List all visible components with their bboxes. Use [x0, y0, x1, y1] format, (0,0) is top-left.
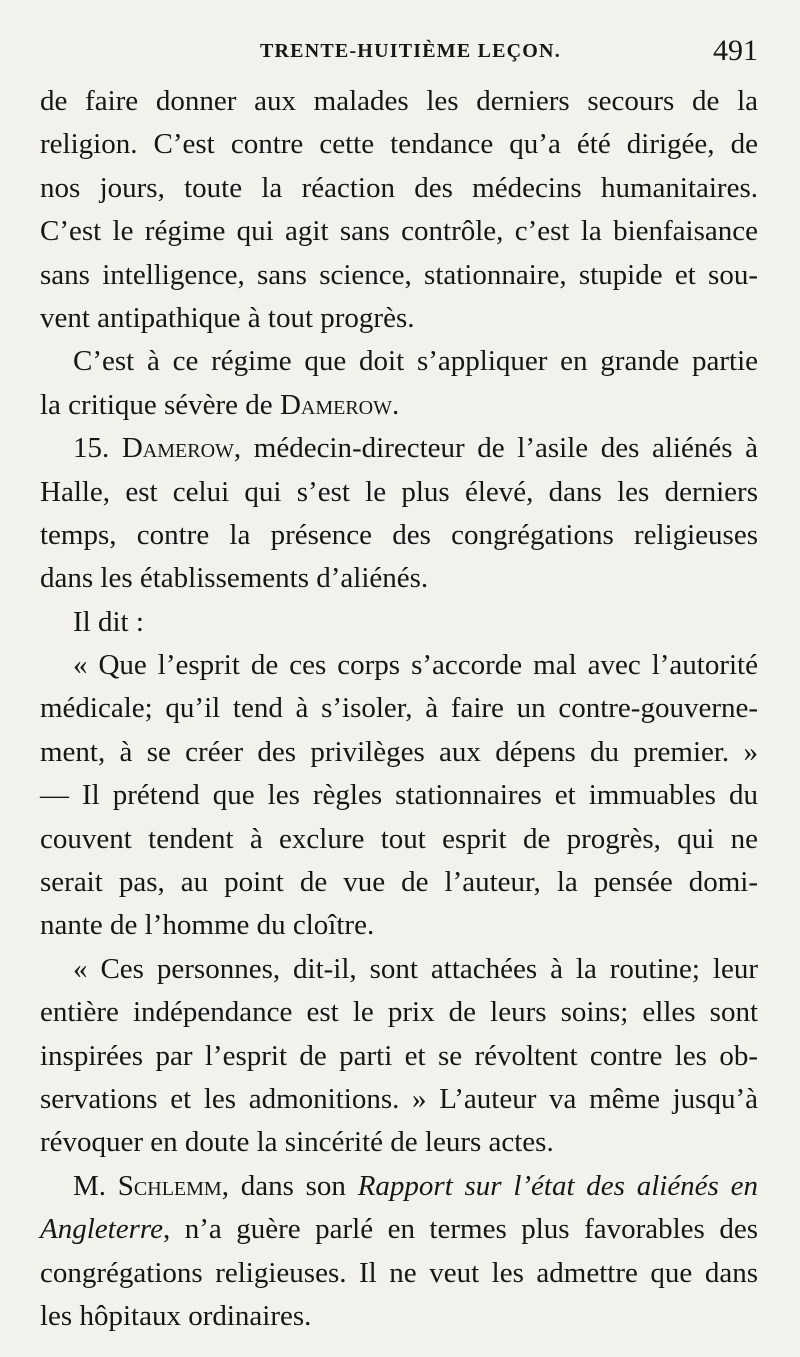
text-run: servations et les admonitions. » L’auteur va même jusqu’à [40, 1082, 758, 1115]
text-run: serait pas, au point de vue de l’auteur, la pensée domi- [40, 866, 758, 899]
text-run: révoquer en doute la sincérité de leurs actes. [40, 1126, 554, 1159]
text-run: vent antipathique à tout progrès. [40, 301, 415, 334]
body-text [40, 80, 758, 1338]
text-run: C’est à ce régime que doit s’appliquer en grande partie [73, 345, 758, 378]
text-line [40, 297, 758, 340]
text-line [40, 601, 758, 644]
text-run: — Il prétend que les règles stationnaires et immuables du [40, 779, 758, 812]
text-run: 15. [73, 432, 122, 465]
text-line [40, 254, 758, 297]
text-line [40, 514, 758, 557]
text-run: Il dit : [73, 605, 144, 638]
text-run: congrégations religieuses. Il ne veut les admettre que dans [40, 1256, 758, 1289]
small-caps-name: Damerow [121, 432, 234, 465]
text-run: la critique sévère de [40, 388, 280, 421]
text-line [40, 167, 758, 210]
text-line [40, 80, 758, 123]
text-line [40, 904, 758, 947]
text-line [40, 1035, 758, 1078]
text-line [40, 1165, 758, 1208]
text-run: dans les établissements d’aliénés. [40, 562, 429, 595]
text-run: C’est le régime qui agit sans contrôle, c’est la bienfaisance [40, 215, 758, 248]
text-line [40, 1295, 758, 1338]
text-run: de faire donner aux malades les derniers secours de la [40, 85, 758, 117]
small-caps-name: Damerow [279, 388, 392, 421]
text-run: « Que l’esprit de ces corps s’accorde mal avec l’autorité [73, 649, 758, 682]
text-line [40, 1078, 758, 1121]
text-run: ment, à se créer des privilèges aux dépens du premier. » [40, 735, 758, 768]
text-run: couvent tendent à exclure tout esprit de progrès, qui ne [40, 822, 758, 855]
text-line [40, 210, 758, 253]
text-line [40, 471, 758, 514]
text-run: les hôpitaux ordinaires. [40, 1299, 312, 1332]
text-run: , médecin-directeur de l’asile des aliénés à [233, 432, 759, 465]
text-line [40, 427, 758, 470]
text-line [40, 1208, 758, 1251]
text-line [40, 340, 758, 383]
text-line [40, 731, 758, 774]
text-line [40, 644, 758, 687]
running-head: TRENTE-HUITIÈME LEÇON. [260, 40, 561, 62]
text-line [40, 948, 758, 991]
italic-title: Angleterre [40, 1213, 163, 1246]
text-run: nos jours, toute la réaction des médecins humanitaires. [40, 171, 758, 204]
italic-title: Rapport sur l’état des aliénés en [357, 1169, 758, 1202]
text-line [40, 861, 758, 904]
text-line [40, 384, 758, 427]
page-number: 491 [713, 34, 758, 67]
small-caps-name: Schlemm [117, 1169, 222, 1202]
text-run: sans intelligence, sans science, stationnaire, stupide et sou- [40, 258, 758, 291]
text-line [40, 991, 758, 1034]
text-line [40, 1121, 758, 1164]
text-run: , dans son [221, 1169, 358, 1202]
page-header [40, 36, 758, 70]
text-line [40, 818, 758, 861]
text-run: inspirées par l’esprit de parti et se révoltent contre les ob- [40, 1039, 758, 1072]
text-run: médicale; qu’il tend à s’isoler, à faire un contre-gouverne- [40, 692, 758, 725]
text-line [40, 123, 758, 166]
text-run: « Ces personnes, dit-il, sont attachées à la routine; leur [73, 952, 758, 985]
text-run: M. [73, 1169, 118, 1202]
text-line [40, 557, 758, 600]
text-line [40, 774, 758, 817]
text-line [40, 1252, 758, 1295]
text-run: nante de l’homme du cloître. [40, 909, 375, 942]
text-run: Halle, est celui qui s’est le plus élevé, dans les derniers [40, 475, 758, 508]
text-run: religion. C’est contre cette tendance qu’a été dirigée, de [40, 128, 758, 161]
text-run: entière indépendance est le prix de leurs soins; elles sont [40, 996, 758, 1029]
text-run: , n’a guère parlé en termes plus favorables des [162, 1213, 758, 1246]
text-run: temps, contre la présence des congrégations religieuses [40, 518, 758, 551]
text-run: . [391, 388, 400, 421]
text-line [40, 687, 758, 730]
